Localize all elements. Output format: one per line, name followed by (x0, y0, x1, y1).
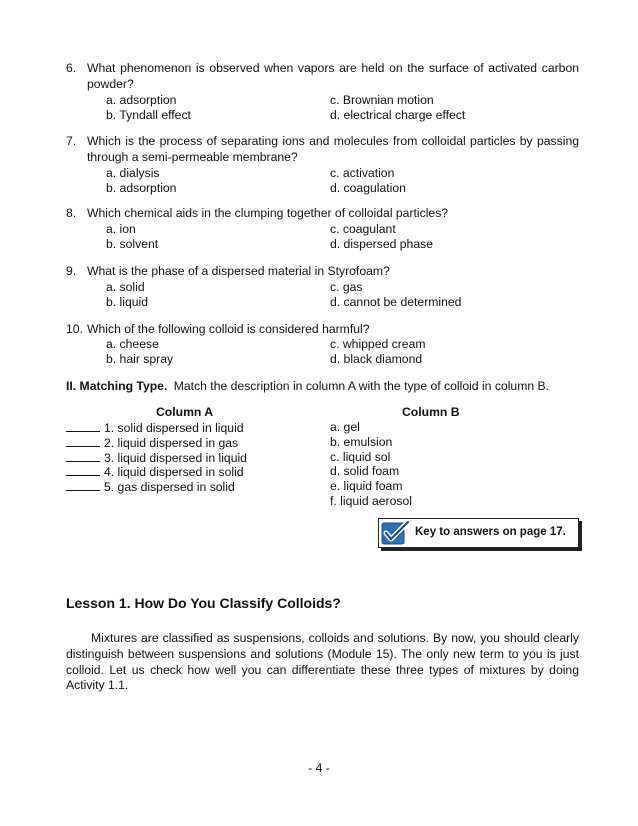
question-number: 10. (66, 322, 83, 336)
question-stem: Which is the process of separating ions and molecules from colloidal particles by passing through a semi-permeable membrane? (87, 134, 579, 164)
column-a-item: 1. solid dispersed in liquid (66, 420, 244, 436)
option-c: c. whipped cream (330, 337, 426, 351)
column-a-item: 5. gas dispersed in solid (66, 479, 235, 495)
option-b: b. adsorption (106, 181, 177, 195)
matching-instruction: Match the description in column A with the type of colloid in column B. (173, 379, 550, 393)
column-b-title: Column B (402, 405, 460, 419)
column-a-title: Column A (156, 405, 214, 419)
question-number: 8. (66, 206, 77, 220)
answer-blank[interactable] (66, 450, 100, 462)
option-a: a. cheese (106, 337, 159, 351)
lesson-title: Lesson 1. How Do You Classify Colloids? (66, 595, 341, 611)
answer-blank[interactable] (66, 420, 100, 432)
checkmark-icon (381, 520, 411, 546)
option-c: c. coagulant (330, 222, 396, 236)
answer-key-text: Key to answers on page 17. (415, 526, 566, 538)
option-a: a. dialysis (106, 166, 160, 180)
question-number: 9. (66, 264, 77, 278)
matching-heading: II. Matching Type. (66, 379, 168, 393)
option-d: d. electrical charge effect (330, 108, 466, 122)
option-c: c. gas (330, 280, 363, 294)
answer-blank[interactable] (66, 464, 100, 476)
option-d: d. cannot be determined (330, 295, 462, 309)
column-b-item: f. liquid aerosol (330, 494, 412, 508)
option-d: d. black diamond (330, 352, 423, 366)
option-b: b. solvent (106, 237, 159, 251)
column-b-item: a. gel (330, 420, 360, 434)
column-a-item: 3. liquid dispersed in liquid (66, 450, 247, 466)
option-c: c. Brownian motion (330, 93, 434, 107)
answer-key-box (378, 518, 579, 548)
question-stem: What is the phase of a dispersed material in Styrofoam? (87, 264, 390, 278)
answer-blank[interactable] (66, 479, 100, 491)
question-stem: What phenomenon is observed when vapors are held on the surface of activated carbon powder? (87, 61, 579, 91)
column-a-item: 2. liquid dispersed in gas (66, 435, 238, 451)
question-stem: Which chemical aids in the clumping together of colloidal particles? (87, 206, 449, 220)
option-b: b. liquid (106, 295, 149, 309)
option-b: b. hair spray (106, 352, 174, 366)
lesson-paragraph: Mixtures are classified as suspensions, colloids and solutions. By now, you should clearly distinguish between suspensions and solutions (Module 15). The only new term to you is just colloid. Let us check how well you can differentiate these three types of mixtures by doing Activity 1.1. (66, 631, 579, 693)
option-a: a. ion (106, 222, 136, 236)
matching-heading-line (66, 379, 549, 394)
page-number: - 4 - (308, 761, 330, 775)
option-a: a. solid (106, 280, 145, 294)
option-c: c. activation (330, 166, 395, 180)
option-b: b. Tyndall effect (106, 108, 191, 122)
question-number: 6. (66, 61, 77, 75)
option-d: d. coagulation (330, 181, 406, 195)
column-b-item: b. emulsion (330, 435, 393, 449)
option-a: a. adsorption (106, 93, 177, 107)
column-b-item: c. liquid sol (330, 450, 391, 464)
answer-blank[interactable] (66, 435, 100, 447)
question-stem: Which of the following colloid is considered harmful? (87, 322, 370, 336)
column-a-item: 4. liquid dispersed in solid (66, 464, 244, 480)
option-d: d. dispersed phase (330, 237, 433, 251)
column-b-item: e. liquid foam (330, 479, 403, 493)
column-b-item: d. solid foam (330, 464, 400, 478)
question-number: 7. (66, 134, 77, 148)
